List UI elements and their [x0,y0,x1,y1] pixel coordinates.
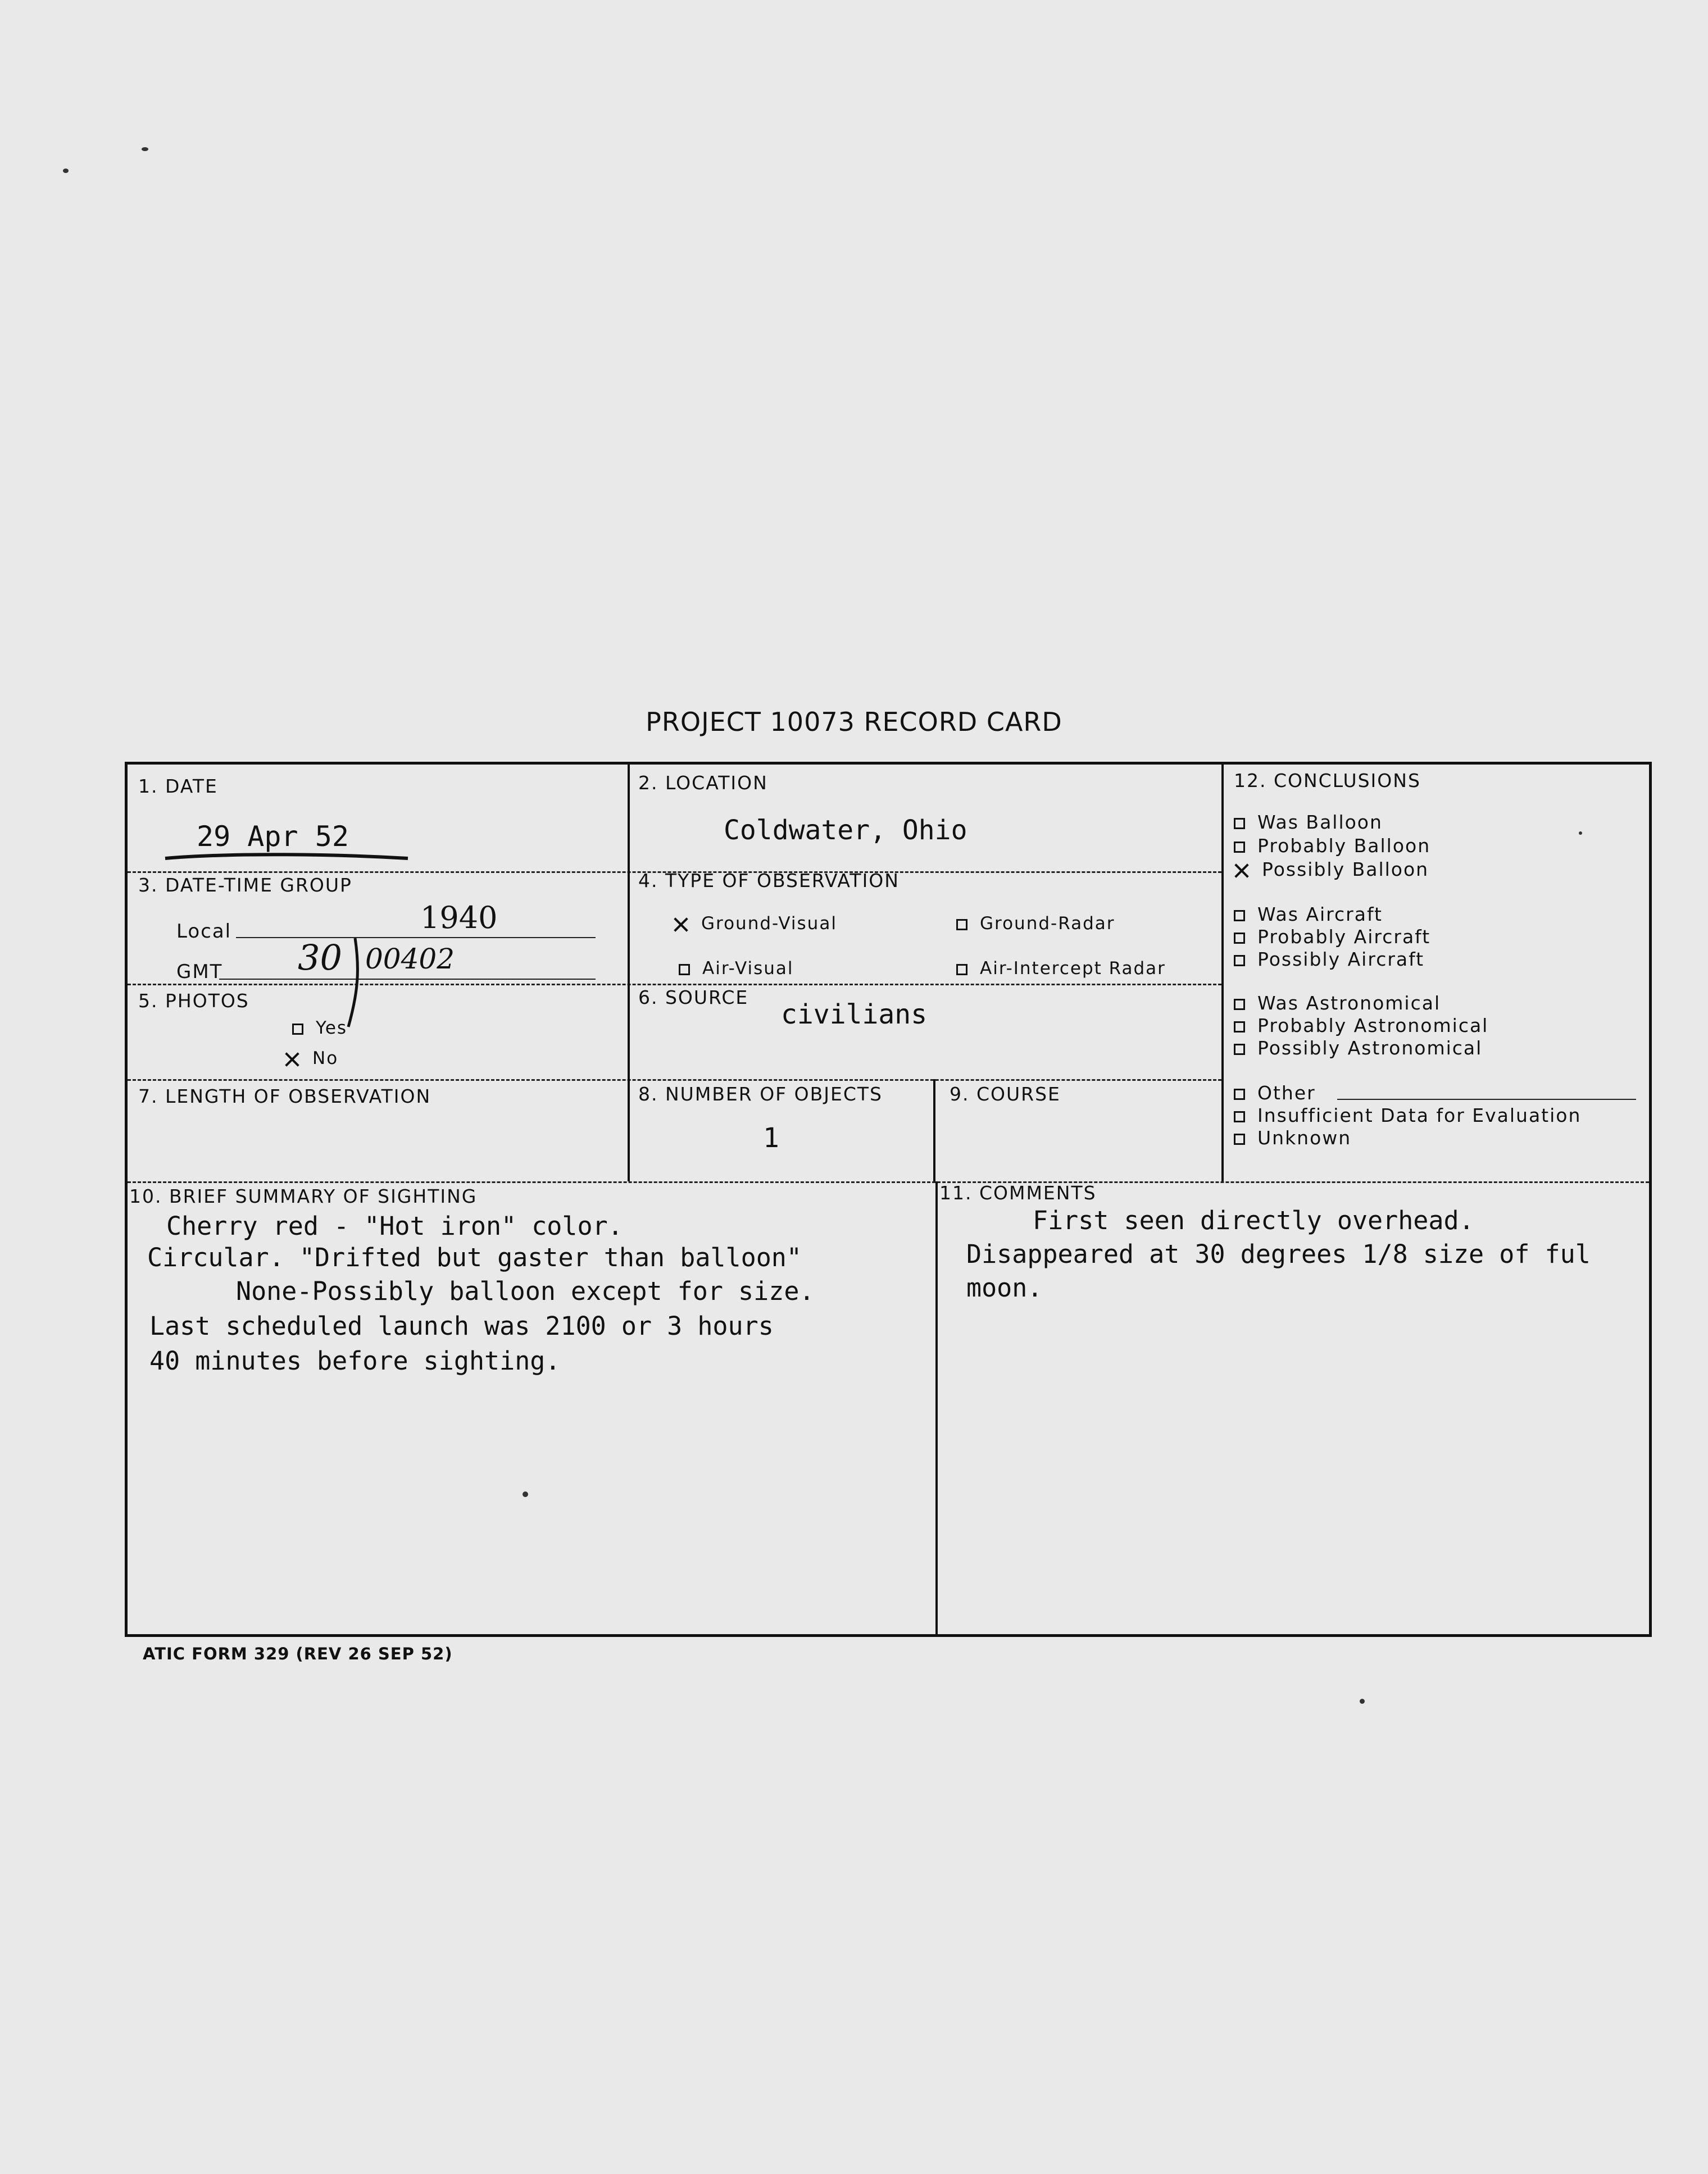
conclusion-possibly-astronomical[interactable]: Possibly Astronomical [1234,1037,1482,1059]
checkbox[interactable] [1234,842,1245,853]
summary-line: 40 minutes before sighting. [149,1346,561,1376]
checkbox[interactable] [956,964,967,975]
checkbox[interactable] [1234,818,1245,829]
local-underline [236,937,596,938]
course-label: 9. COURSE [950,1083,1061,1105]
local-value: 1940 [420,900,498,935]
photos-option-yes[interactable]: Yes [292,1018,347,1038]
scan-speck [523,1491,528,1497]
date-time-group-label: 3. DATE-TIME GROUP [138,874,352,896]
conclusion-was-aircraft[interactable]: Was Aircraft [1234,903,1383,925]
source-label: 6. SOURCE [638,986,749,1008]
checkbox[interactable] [956,919,967,930]
checkbox[interactable] [1234,1111,1245,1122]
observation-option-ground-radar[interactable]: Ground-Radar [956,913,1115,934]
comment-line: First seen directly overhead. [1033,1206,1474,1235]
type-of-observation-label: 4. TYPE OF OBSERVATION [638,870,900,892]
conclusion-probably-astronomical[interactable]: Probably Astronomical [1234,1015,1488,1036]
source-value: civilians [781,999,928,1030]
gmt-label: GMT [176,961,223,983]
scan-speck [1360,1699,1365,1704]
divider [933,1079,935,1181]
checkbox[interactable] [292,1024,303,1035]
comment-line: Disappeared at 30 degrees 1/8 size of ful [966,1239,1591,1269]
divider [628,765,630,1181]
summary-line: Circular. "Drifted but gaster than balloon" [147,1243,802,1272]
number-of-objects-label: 8. NUMBER OF OBJECTS [638,1083,883,1105]
divider [128,984,1221,985]
comment-line: moon. [966,1273,1043,1303]
conclusion-other[interactable]: Other [1234,1082,1316,1104]
gmt-day: 30 [298,937,342,978]
checkbox[interactable] [679,964,690,975]
conclusion-probably-aircraft[interactable]: Probably Aircraft [1234,926,1430,948]
conclusion-possibly-aircraft[interactable]: Possibly Aircraft [1234,948,1424,970]
divider [128,1181,1649,1183]
conclusion-was-balloon[interactable]: Was Balloon [1234,811,1383,833]
scan-speck [63,169,69,173]
length-of-observation-label: 7. LENGTH OF OBSERVATION [138,1085,431,1107]
date-label: 1. DATE [138,775,218,797]
card-title: PROJECT 10073 RECORD CARD [646,707,1062,737]
checkbox[interactable] [1234,999,1245,1010]
checkbox[interactable] [1234,955,1245,966]
checkbox[interactable] [1234,1021,1245,1033]
summary-line: Last scheduled launch was 2100 or 3 hours [149,1311,774,1341]
checkbox-checked[interactable] [284,1052,300,1067]
local-label: Local [176,920,232,943]
observation-option-air-visual[interactable]: Air-Visual [679,958,794,979]
location-label: 2. LOCATION [638,772,768,794]
checkbox-checked[interactable] [1234,863,1250,879]
location-value: Coldwater, Ohio [724,815,967,846]
summary-line: None-Possibly balloon except for size. [236,1276,815,1306]
scan-speck [1579,831,1582,835]
conclusion-was-astronomical[interactable]: Was Astronomical [1234,992,1441,1014]
conclusion-unknown[interactable]: Unknown [1234,1127,1351,1149]
gmt-underline [219,979,596,980]
number-of-objects-value: 1 [763,1122,779,1154]
photos-option-no[interactable]: No [284,1048,338,1068]
comments-label: 11. COMMENTS [939,1182,1097,1204]
summary-line: Cherry red - "Hot iron" color. [166,1211,623,1241]
checkbox[interactable] [1234,910,1245,921]
checkbox[interactable] [1234,1134,1245,1145]
gmt-value: 00402 [365,943,455,975]
checkbox-checked[interactable] [673,917,689,933]
conclusions-label: 12. CONCLUSIONS [1234,770,1421,792]
other-underline [1337,1099,1636,1100]
conclusion-probably-balloon[interactable]: Probably Balloon [1234,835,1430,857]
conclusion-insufficient-data[interactable]: Insufficient Data for Evaluation [1234,1104,1581,1126]
checkbox[interactable] [1234,933,1245,944]
date-value: 29 Apr 52 [197,820,349,853]
observation-option-ground-visual[interactable]: Ground-Visual [673,913,837,934]
scan-speck [142,147,148,151]
divider [128,1079,1221,1081]
date-underline [163,852,410,863]
observation-option-air-intercept-radar[interactable]: Air-Intercept Radar [956,958,1166,979]
photos-label: 5. PHOTOS [138,990,249,1012]
form-number: ATIC FORM 329 (REV 26 SEP 52) [143,1644,453,1663]
conclusion-possibly-balloon[interactable]: Possibly Balloon [1234,858,1429,880]
checkbox[interactable] [1234,1089,1245,1100]
brief-summary-label: 10. BRIEF SUMMARY OF SIGHTING [129,1185,478,1207]
divider [1221,765,1224,1181]
checkbox[interactable] [1234,1044,1245,1055]
divider [935,1181,938,1634]
